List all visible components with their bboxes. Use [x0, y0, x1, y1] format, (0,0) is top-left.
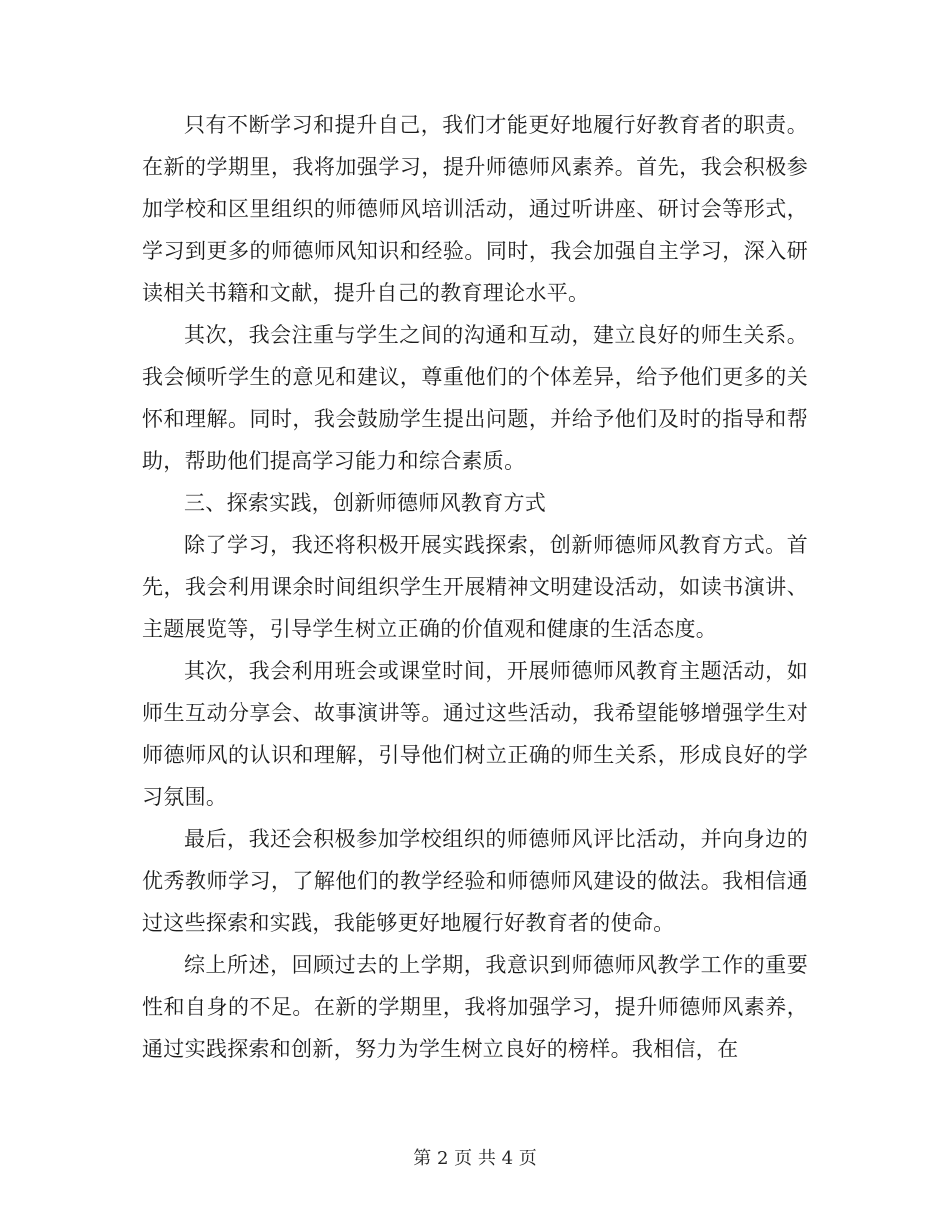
document-body	[142, 104, 808, 1070]
paragraph-evaluation-activities: 最后，我还会积极参加学校组织的师德师风评比活动，并向身边的优秀教师学习，了解他们的教学经验和师德师风建设的做法。我相信通过这些探索和实践，我能够更好地履行好教育者的使命。	[142, 827, 808, 935]
section-heading-explore-practice: 三、探索实践，创新师德师风教育方式	[184, 491, 547, 515]
paragraph-themed-activities: 其次，我会利用班会或课堂时间，开展师德师风教育主题活动，如师生互动分享会、故事演讲等。通过这些活动，我希望能够增强学生对师德师风的认识和理解，引导他们树立正确的师生关系，形成良好的学习氛围。	[142, 659, 808, 809]
paragraph-summary: 综上所述，回顾过去的上学期，我意识到师德师风教学工作的重要性和自身的不足。在新的学期里，我将加强学习，提升师德师风素养，通过实践探索和创新，努力为学生树立良好的榜样。我相信，在	[142, 953, 808, 1061]
paragraph-student-communication: 其次，我会注重与学生之间的沟通和互动，建立良好的师生关系。我会倾听学生的意见和建议，尊重他们的个体差异，给予他们更多的关怀和理解。同时，我会鼓励学生提出问题，并给予他们及时的指导和帮助，帮助他们提高学习能力和综合素质。	[142, 323, 808, 473]
paragraph-practice-exploration: 除了学习，我还将积极开展实践探索，创新师德师风教育方式。首先，我会利用课余时间组织学生开展精神文明建设活动，如读书演讲、主题展览等，引导学生树立正确的价值观和健康的生活态度。	[142, 533, 808, 641]
paragraph-continued-study: 只有不断学习和提升自己，我们才能更好地履行好教育者的职责。在新的学期里，我将加强学习，提升师德师风素养。首先，我会积极参加学校和区里组织的师德师风培训活动，通过听讲座、研讨会等形式，学习到更多的师德师风知识和经验。同时，我会加强自主学习，深入研读相关书籍和文献，提升自己的教育理论水平。	[142, 113, 808, 305]
page-number-footer: 第 2 页 共 4 页	[413, 1148, 537, 1169]
